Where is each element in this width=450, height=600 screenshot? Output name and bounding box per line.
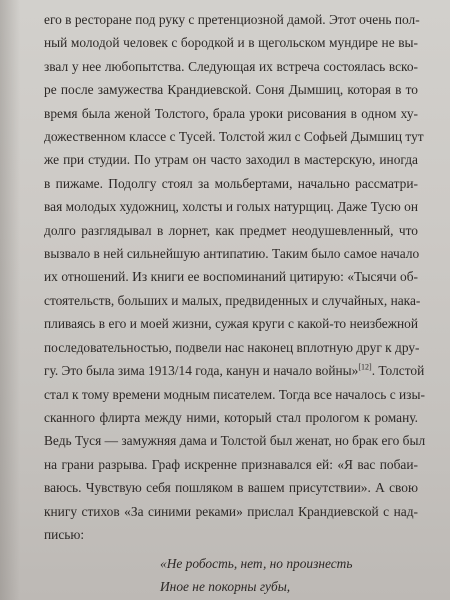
text-line: на грани разрыва. Граф искренне признавался ей: «Я вас побаи- [44, 456, 418, 472]
text-line: звал у нее любопытства. Следующая их встреча состоялась вско- [44, 58, 418, 74]
text-line: стал к тому времени модным писателем. Тогда все началось с изы- [44, 386, 425, 402]
text-line: в пижаме. Подолгу стоял за мольбертами, начально рассматри- [44, 175, 418, 191]
text-line: писью: [44, 526, 85, 542]
text-line: их отношений. Из книги ее воспоминаний цитирую: «Тысячи об- [44, 269, 418, 285]
text-line-with-footnote [44, 359, 425, 382]
poem-line: Иное не покорны губы, [160, 579, 291, 594]
text-line: ре после замужества Крандиевской. Соня Дымшиц, которая в то [44, 82, 418, 98]
text-line: Ведь Туся — замужняя дама и Толстой был женат, но брак его был [44, 433, 426, 449]
text-line: последовательностью, подвели нас наконец вплотную друг к дру- [44, 339, 420, 355]
footnote-reference[interactable]: [12] [358, 362, 372, 372]
text-line: пливаясь в его и моей жизни, сужая круги с какой-то неизбежной [44, 316, 418, 332]
text-line: время была женой Толстого, брала уроки рисования в одном ху- [44, 105, 418, 121]
text-line: стоятельств, больших и малых, предвиденных и случайных, нака- [44, 292, 421, 308]
text-segment: гу. Это была зима 1913/14 года, канун и начало войны» [44, 363, 359, 379]
body-paragraph [44, 8, 426, 546]
text-segment: . Толстой [371, 363, 425, 379]
text-line: ваюсь. Чувствую себя пошляком в вашем присутствии». А свою [44, 480, 418, 496]
text-line: его в ресторане под руку с претенциозной дамой. Этот очень пол- [44, 12, 420, 27]
text-line: вая молодых художниц, холсты и голых натурщиц. Даже Тусю он [44, 199, 418, 215]
text-line: вызвало в ней сильнейшую антипатию. Таким было самое начало [44, 246, 420, 262]
text-line: сканного флирта между ними, который стал прологом к роману. [44, 409, 418, 425]
text-line: ный молодой человек с бородкой и в щегольском мундире не вы- [44, 35, 418, 51]
poem-quote [160, 552, 352, 598]
text-line: книгу стихов «За синими реками» прислал Крандиевской с над- [44, 503, 418, 519]
poem-line: «Не робость, нет, но произнесть [160, 556, 353, 571]
text-line: долго разглядывал в лорнет, как предмет неодушевленный, что [44, 222, 418, 238]
page-gutter-shadow [0, 0, 20, 600]
text-line: дожественном классе с Тусей. Толстой жил с Софьей Дымшиц тут [44, 129, 424, 145]
text-line: же при студии. По утрам он часто заходил в мастерскую, иногда [44, 152, 418, 168]
